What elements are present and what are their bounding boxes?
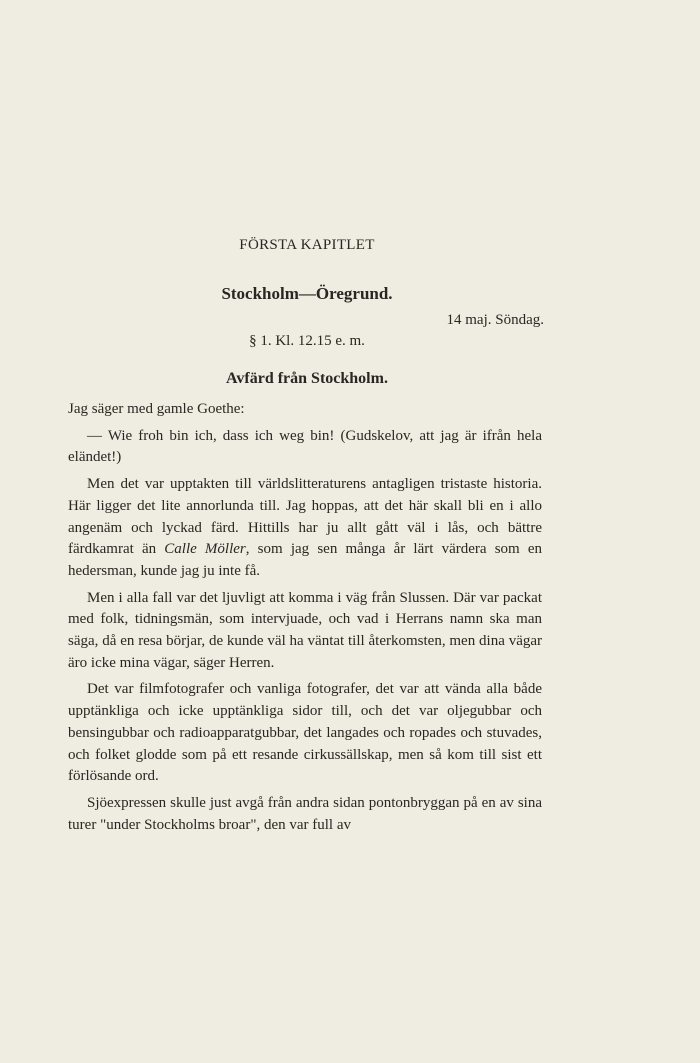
section-title: Avfärd från Stockholm. [226, 370, 388, 387]
chapter-heading: FÖRSTA KAPITLET [239, 237, 375, 253]
paragraph-5: Det var filmfotografer och vanliga fotografer, det var att vända alla både upptänkliga och icke upptänkliga sidor till, och det var oljegubbar och bensingubbar och radioapparatgubbar, det langades och ropades och stuvades, och folket glodde som på ett resande cirkussällskap, men så kom till sist ett förlösande ord. [68, 681, 542, 785]
paragraph-1: Jag säger med gamle Goethe: [68, 401, 245, 417]
paragraph-3 [68, 474, 542, 583]
paragraph-3-text-a: Men det var upptakten till världslitteraturens antagligen tristaste historia. Här ligger det lite annorlunda till. Jag hoppas, att det här skall bli en i allo angenäm och lyckad färd. Hittills har ju allt gått väl i lås, och bättre färdkamrat än [68, 476, 542, 558]
paragraph-4: Men i alla fall var det ljuvligt att komma i väg från Slussen. Där var packat med folk, tidningsmän, som intervjuade, och vad i Herrans namn ska man säga, då en resa börjar, de kunde väl ha väntat till återkomsten, men dina vägar äro icke mina vägar, säger Herren. [68, 589, 542, 671]
paragraph-6: Sjöexpressen skulle just avgå från andra sidan pontonbryggan på en av sina turer "under Stockholms broar", den var full av [68, 794, 542, 833]
paragraph-2: — Wie froh bin ich, dass ich weg bin! (Gudskelov, att jag är ifrån hela eländet!) [68, 427, 542, 466]
date-line: 14 maj. Söndag. [446, 312, 544, 328]
chapter-title: Stockholm—Öregrund. [221, 284, 393, 303]
person-name: Calle Möller [164, 541, 246, 558]
paragraph-3-text-b: , som jag sen många år lärt värdera som en hedersman, kunde jag ju inte få. [68, 541, 543, 579]
section-line: § 1. Kl. 12.15 e. m. [249, 333, 365, 349]
body-text [68, 399, 542, 836]
